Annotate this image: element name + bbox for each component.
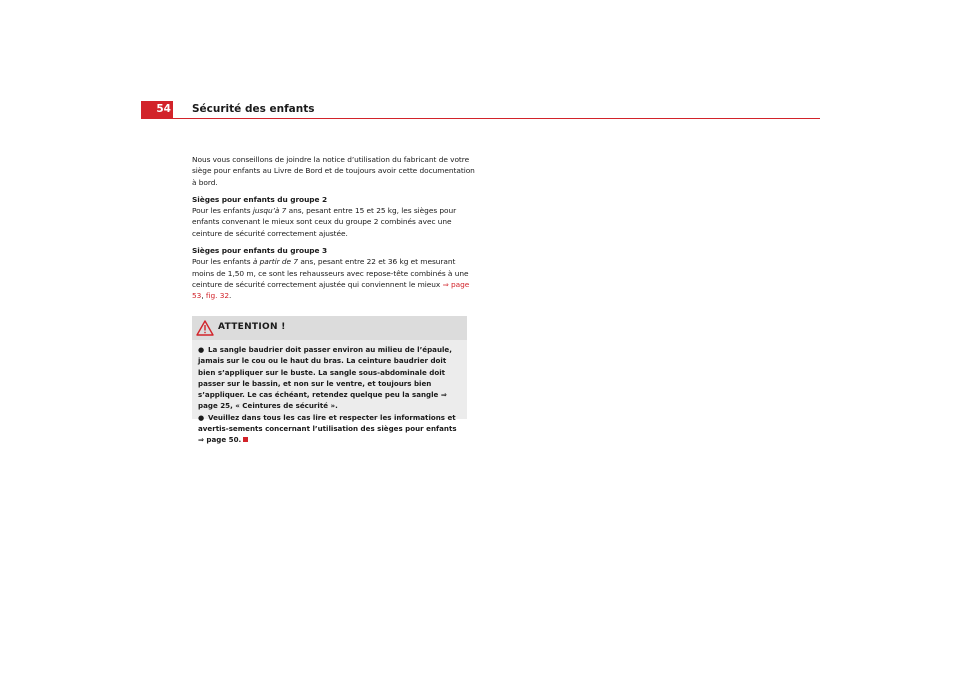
group3-paragraph — [192, 256, 476, 301]
group2-heading: Sièges pour enfants du groupe 2 — [192, 194, 328, 204]
page-number: 54 — [141, 101, 173, 118]
bullet-icon: ● — [198, 345, 205, 354]
link-separator: , — [201, 291, 206, 301]
warning-box — [192, 316, 467, 445]
warning-item-1 — [198, 344, 462, 412]
fig-32-link[interactable]: fig. 32 — [205, 291, 230, 301]
main-content — [192, 154, 476, 308]
group2-text-post: ans, pesant entre 15 et 25 kg, les sièges pour enfants convenant le mieux sont ceux du groupe 2 combinés avec une ceinture de sécurité correctement ajustée. — [192, 206, 457, 238]
warning-item-1-text: La sangle baudrier doit passer environ au milieu de l’épaule, jamais sur le cou ou le haut du bras. La ceinture baudrier doit bien s’appliquer sur le buste. La sangle sous-abdominale doit passer sur le bassin, et non sur le ventre, et toujours bien s’appliquer. Le cas échéant, retendez quelque peu la sangle ⇒ page 25, « Ceintures de sécurité ». — [198, 345, 452, 411]
end-of-section-icon — [243, 437, 248, 442]
warning-body — [192, 340, 467, 446]
group3-heading: Sièges pour enfants du groupe 3 — [192, 246, 328, 256]
group2-age: jusqu’à 7 — [252, 206, 287, 216]
group2-paragraph — [192, 205, 476, 239]
group2-text-pre: Pour les enfants — [192, 206, 253, 216]
intro-paragraph: Nous vous conseillons de joindre la notice d’utilisation du fabricant de votre siège pour enfants au Livre de Bord et de toujours avoir cette documentation à bord. — [192, 155, 475, 187]
warning-title: ATTENTION ! — [218, 322, 286, 332]
group3-age: à partir de 7 — [252, 257, 299, 267]
group3-text-post: ans, pesant entre 22 et 36 kg et mesurant moins de 1,50 m, ce sont les rehausseurs avec repose-tête combinés à une ceinture de sécurité correctement ajustée qui conviennent le mieux — [192, 257, 469, 289]
bullet-icon: ● — [198, 412, 205, 422]
warning-item-2 — [198, 412, 462, 446]
warning-item-2-text: Veuillez dans tous les cas lire et respecter les informations et avertis-sements concernant l’utilisation des sièges pour enfants ⇒ page 50. — [198, 412, 457, 445]
page-53-link[interactable]: ⇒ page 53 — [192, 279, 470, 301]
warning-triangle-icon — [196, 320, 214, 336]
sentence-end: . — [229, 291, 232, 301]
warning-header — [192, 316, 467, 340]
section-title: Sécurité des enfants — [192, 103, 315, 115]
group3-text-pre: Pour les enfants — [192, 257, 253, 267]
header-divider — [141, 118, 820, 119]
